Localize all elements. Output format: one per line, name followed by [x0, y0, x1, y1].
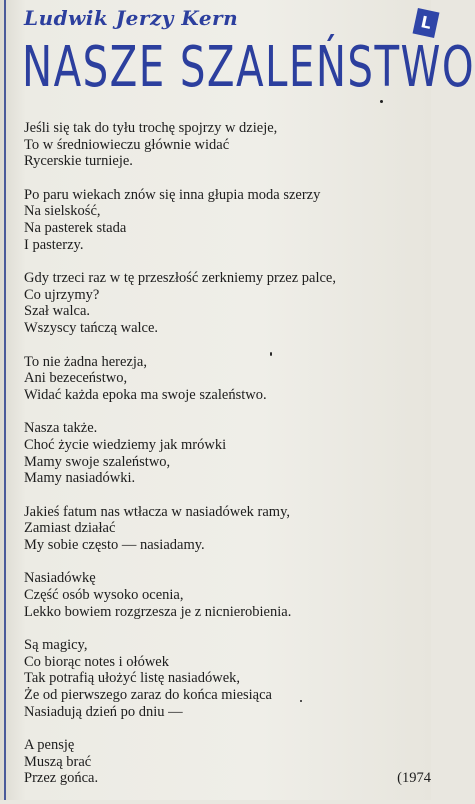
stanza [24, 270, 419, 336]
poem-line: Co biorąc notes i ołówek [24, 653, 169, 670]
poem-line: A pensję [24, 737, 75, 754]
stanza [24, 120, 419, 170]
poem-line: Mamy swoje szaleństwo, [24, 453, 171, 470]
poem-body [24, 120, 419, 804]
poem-line: I pasterzy. [24, 236, 84, 253]
poem-line: Tak potrafią ułożyć listę nasiadówek, [24, 670, 241, 687]
corner-mark: L [413, 8, 440, 38]
stanza [24, 637, 419, 720]
publication-year: (1974 [397, 770, 431, 786]
poem-line: Lekko bowiem rozgrzesza je z nicnierobienia. [24, 603, 292, 620]
author-name: Ludwik Jerzy Kern [24, 6, 239, 30]
poem-line: Ani bezeceństwo, [24, 370, 128, 387]
print-speck [270, 352, 272, 356]
poem-line: Zamiast działać [24, 520, 116, 537]
stanza [24, 420, 419, 486]
left-border-rule [4, 0, 6, 800]
poem-line: Gdy trzeci raz w tę przeszłość zerkniemy przez palce, [24, 270, 336, 287]
poem-line: To w średniowieczu głównie widać [24, 136, 230, 153]
poem-line: Szał walca. [24, 303, 91, 320]
poem-line: To nie żadna herezja, [24, 353, 147, 370]
poem-line: Nasza także. [24, 420, 98, 437]
poem-line: Nasiadówkę [24, 570, 96, 587]
poem-line: Jakieś fatum nas wtłacza w nasiadówek ramy, [24, 503, 291, 520]
poem-line: Rycerskie turnieje. [24, 153, 133, 170]
poem-line: Jeśli się tak do tyłu trochę spojrzy w dzieje, [24, 120, 278, 136]
poem-line: Są magicy, [24, 637, 88, 654]
poem-line: Nasiadują dzień po dniu — [24, 703, 183, 720]
poem-title: NASZE SZALEŃSTWO [22, 35, 475, 100]
stanza [24, 354, 419, 404]
stanza [24, 504, 419, 554]
poem-line: Po paru wiekach znów się inna głupia moda szerzy [24, 186, 321, 203]
stanza [24, 737, 419, 787]
poem-line: Wszyscy tańczą walce. [24, 319, 159, 336]
poem-line: Część osób wysoko ocenia, [24, 587, 184, 604]
poem-line: Na pasterek stada [24, 219, 127, 236]
poem-line: Muszą brać [24, 753, 92, 770]
print-speck [380, 100, 383, 103]
stanza [24, 570, 419, 620]
poem-line: Na sielskość, [24, 203, 101, 220]
poem-line: Widać każda epoka ma swoje szaleństwo. [24, 386, 267, 403]
stanza [24, 187, 419, 253]
poem-line: Co ujrzymy? [24, 286, 100, 303]
poem-line: Mamy nasiadówki. [24, 470, 136, 487]
poem-line: My sobie często — nasiadamy. [24, 536, 205, 553]
print-speck [300, 700, 302, 702]
poem-line: Przez gońca. [24, 770, 99, 787]
poem-line: Że od pierwszego zaraz do końca miesiąca [24, 687, 272, 704]
poem-line: Choć życie wiedziemy jak mrówki [24, 436, 227, 453]
